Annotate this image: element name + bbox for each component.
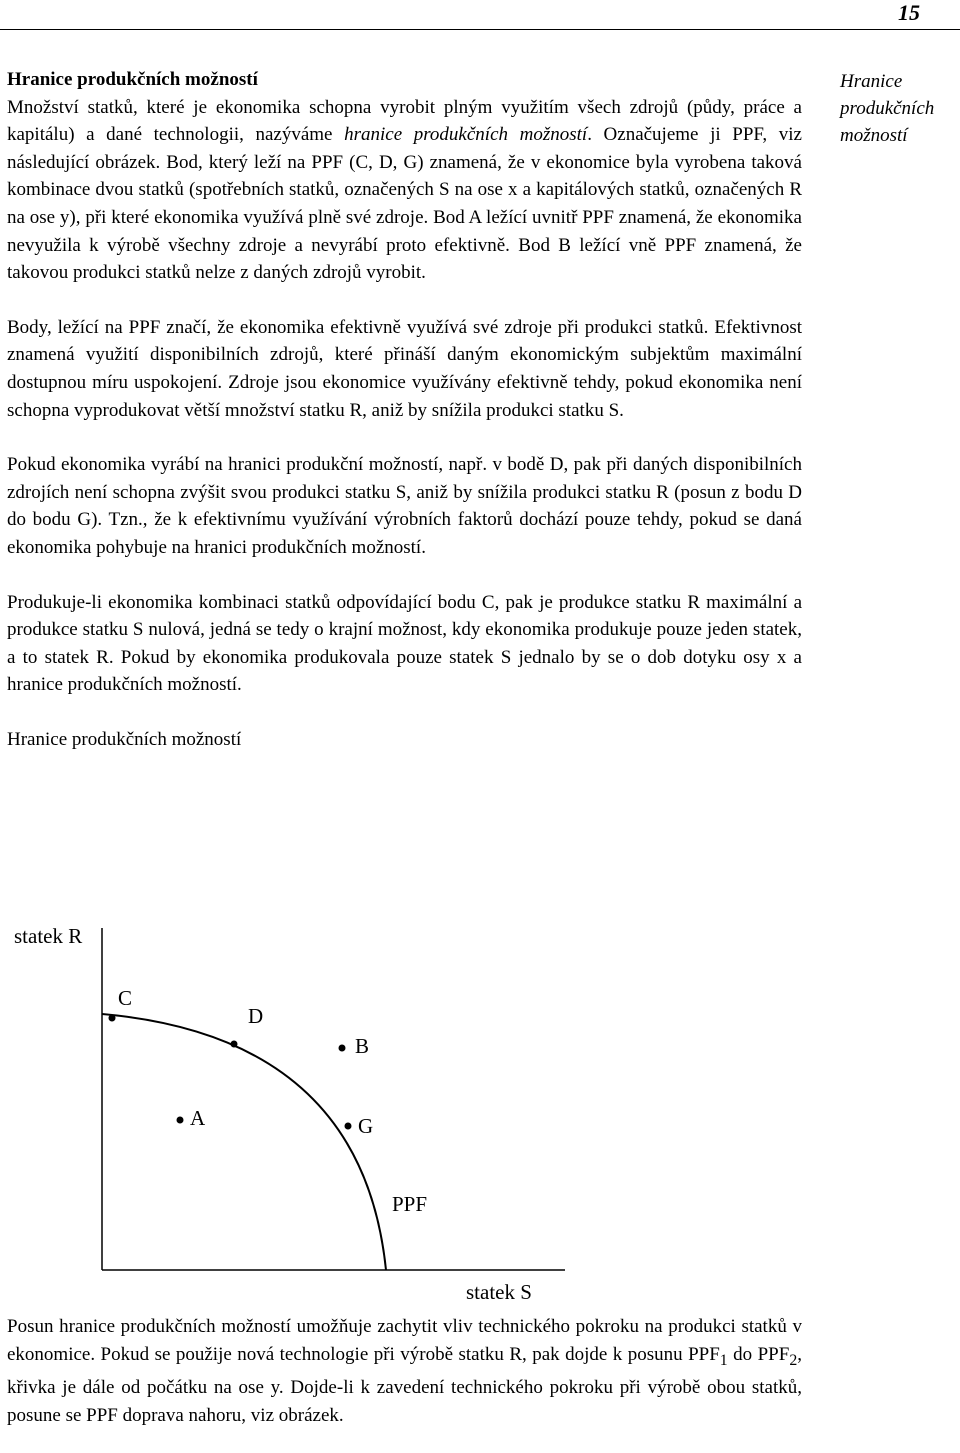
ppf-subscript-1: 1 xyxy=(719,1351,728,1369)
ppf-diagram xyxy=(0,910,600,1310)
page-number: 15 xyxy=(898,0,920,25)
ppf-curve xyxy=(102,1014,386,1270)
y-axis-label: statek R xyxy=(14,924,83,948)
paragraph-shift xyxy=(7,1313,802,1429)
point-d-marker xyxy=(231,1041,238,1048)
point-a-marker xyxy=(177,1117,184,1124)
ppf-subscript-2: 2 xyxy=(789,1351,798,1369)
paragraph-point-c: Produkuje-li ekonomika kombinaci statků odpovídající bodu C, pak je produkce statku R maximální a produkce statku S nulová, jedná se tedy o krajní možnost, kdy ekonomika produkuje pouze jeden statek, a to statek R. Pokud by ekonomika produkovala pouze statek S jednalo by se o dob dotyku osy x a hranice produkčních možností. xyxy=(7,591,802,696)
point-c-label: C xyxy=(118,986,133,1010)
point-c-marker xyxy=(109,1015,116,1022)
header-rule xyxy=(0,29,960,30)
point-b-marker xyxy=(339,1045,346,1052)
section-heading: Hranice produkčních možností xyxy=(7,69,258,90)
paragraph-intro-text-b: . Označujeme ji PPF, viz následující obrázek. Bod, který leží na PPF (C, D, G) znamená, že v ekonomice byla vyrobena taková kombinace dvou statků (spotřebních statků, označených S na ose x a kapitálových statků, označených R na ose y), při které ekonomika využívá plně své zdroje. Bod A ležící uvnitř PPF znamená, že ekonomika nevyužila k výrobě všechny zdroje a nevyrábí proto efektivně. Bod B ležící vně PPF znamená, že takovou produkci statků nelze z daných zdrojů vyrobit. xyxy=(7,124,802,284)
figure-caption: Hranice produkčních možností xyxy=(7,728,242,750)
paragraph-shift-text-a: Posun hranice produkčních možností umožňuje zachytit vliv technického pokroku na produkci statků v ekonomice. Pokud se použije nová technologie při výrobě statku R, pak dojde k posunu PPF xyxy=(7,1316,802,1365)
paragraph-intro xyxy=(7,66,802,287)
bottom-content xyxy=(7,1313,802,1429)
point-b-label: B xyxy=(355,1034,370,1058)
paragraph-intro-text-a: Množství statků, které je ekonomika schopna vyrobit plným využitím všech zdrojů (půdy, práce a kapitálu) a dané technologii, nazýváme xyxy=(7,96,802,146)
paragraph-point-d: Pokud ekonomika vyrábí na hranici produkční možností, např. v bodě D, pak při daných disponibilních zdrojích není schopna zvýšit svou produkci statku S, aniž by snížila produkci statku R (posun z bodu D do bodu G). Tzn., že k efektivnímu využívání výrobních faktorů dochází pouze tehdy, pokud se daná ekonomika pohybuje na hranici produkčních možností. xyxy=(7,454,802,558)
paragraph-intro-italic: hranice produkčních možností xyxy=(344,124,588,146)
paragraph-shift-text-b: do PPF xyxy=(727,1343,790,1365)
ppf-label: PPF xyxy=(392,1192,428,1216)
paragraph-efficiency: Body, ležící na PPF značí, že ekonomika efektivně využívá své zdroje při produkci statků. Efektivnost znamená využití disponibilních zdrojů, které přináší daným ekonomickým subjektům maximální dostupnou míru uspokojení. Zdroje jsou ekonomice využívány efektivně tehdy, pokud ekonomika není schopna vyprodukovat větší množství statku R, aniž by snížila produkci statku S. xyxy=(7,316,802,421)
ppf-figure xyxy=(0,910,600,1310)
point-a-label: A xyxy=(190,1106,206,1130)
point-d-label: D xyxy=(248,1004,264,1028)
x-axis-label: statek S xyxy=(466,1280,532,1304)
point-g-label: G xyxy=(358,1114,374,1138)
paragraph-shift-text-c: , křivka je dále od počátku na ose y. Dojde-li k zavedení technického pokroku při výrobě obou statků, posune se PPF doprava nahoru, viz obrázek. xyxy=(7,1343,802,1426)
point-g-marker xyxy=(345,1123,352,1130)
main-content xyxy=(7,66,802,753)
margin-note: Hranice produkčních možností xyxy=(840,71,935,146)
